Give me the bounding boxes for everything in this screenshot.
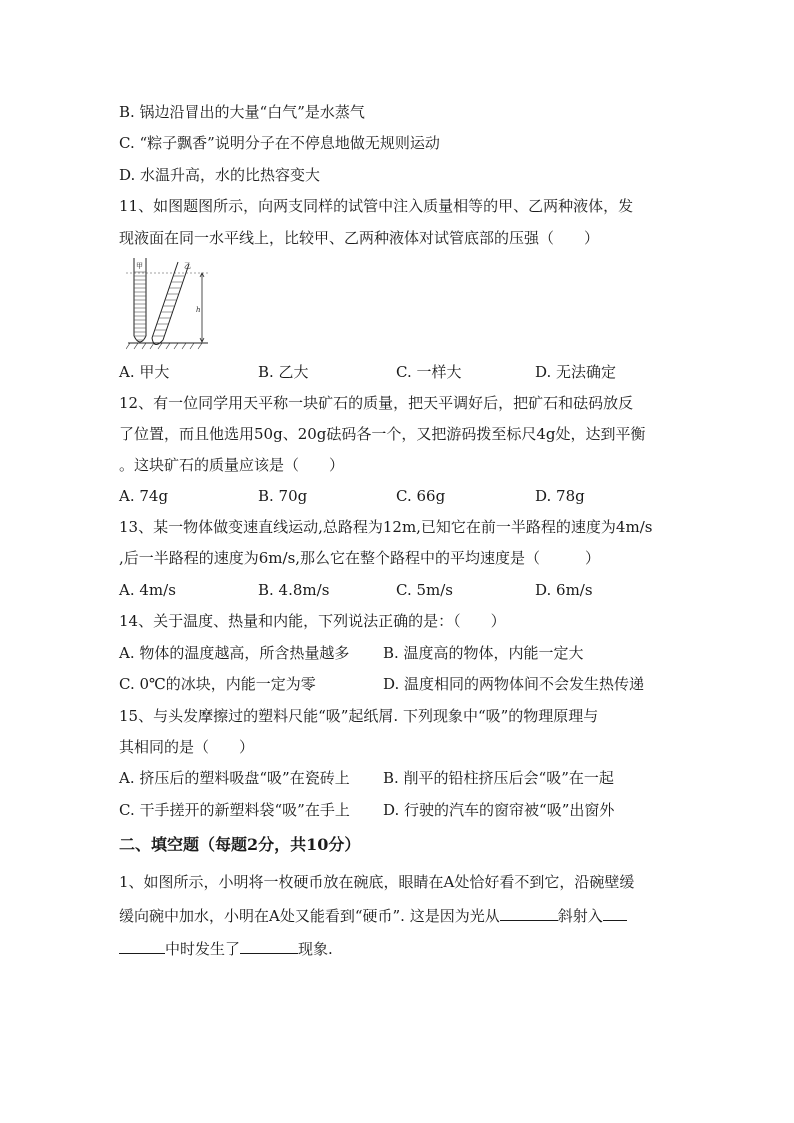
q13-option-a: A. 4m/s [119,581,176,599]
label-yi: 乙 [184,262,191,270]
ground-hatch [126,343,202,349]
q11-option-a: A. 甲大 [119,363,170,381]
q12-option-b: B. 70g [258,487,308,505]
q15-option-c: C. 干手搓开的新塑料袋“吸”在手上 [119,801,350,819]
q10-option-c: C. “粽子飘香”说明分子在不停息地做无规则运动 [119,134,440,152]
fill1-text-a: 缓向碗中加水，小明在A处又能看到“硬币”. 这是因为光从 [119,907,500,925]
q14-option-c: C. 0℃的冰块，内能一定为零 [119,675,316,693]
q15-option-d: D. 行驶的汽车的窗帘被“吸”出窗外 [383,801,615,819]
label-jia: 甲 [136,262,143,270]
q14-stem: 14、关于温度、热量和内能，下列说法正确的是：（ ） [119,612,506,630]
q15-option-a: A. 挤压后的塑料吸盘“吸”在瓷砖上 [119,769,350,787]
section-heading: 二、填空题（每题2分，共10分） [119,835,361,854]
fill1-stem-line3 [119,939,333,959]
test-tubes-figure [126,258,208,350]
answer-blank-2[interactable] [603,906,627,921]
label-h: h [196,306,201,314]
q13-option-c: C. 5m/s [396,581,453,599]
q13-option-d: D. 6m/s [535,581,593,599]
answer-blank-3[interactable] [240,939,298,954]
q10-option-b: B. 锅边沿冒出的大量“白气”是水蒸气 [119,103,365,121]
q12-option-a: A. 74g [119,487,169,505]
fill1-text-b: 斜射入 [557,907,603,925]
q14-option-a: A. 物体的温度越高，所含热量越多 [119,644,350,662]
q11-stem-line1: 11、如图题图所示，向两支同样的试管中注入质量相等的甲、乙两种液体，发 [119,197,634,215]
fill1-stem-line2 [119,906,627,926]
q13-option-b: B. 4.8m/s [258,581,330,599]
q12-stem-line2: 了位置，而且他选用50g、20g砝码各一个，又把游码拨至标尺4g处，达到平衡 [119,425,646,443]
liquid-right-hatch [153,276,184,336]
liquid-left-hatch [134,272,146,340]
q14-option-b: B. 温度高的物体，内能一定大 [383,644,584,662]
fill1-text-d: 现象. [298,940,333,958]
tube-right-inner [163,264,189,340]
fill1-stem-line1: 1、如图所示，小明将一枚硬币放在碗底，眼睛在A处恰好看不到它，沿碗壁缓 [119,873,635,891]
fill1-text-c: 中时发生了 [165,940,241,958]
answer-blank-2-cont[interactable] [119,939,165,954]
q13-stem-line2: ,后一半路程的速度为6m/s,那么它在整个路程中的平均速度是（ ） [119,549,601,567]
q12-option-c: C. 66g [396,487,446,505]
q11-stem-line2: 现液面在同一水平线上，比较甲、乙两种液体对试管底部的压强（ ） [119,229,600,247]
q12-option-d: D. 78g [535,487,585,505]
tube-left-bottom [134,336,146,342]
q10-option-d: D. 水温升高，水的比热容变大 [119,166,321,184]
q15-stem-line2: 其相同的是（ ） [119,738,255,756]
answer-blank-1[interactable] [500,906,558,921]
q11-option-d: D. 无法确定 [535,363,617,381]
q14-option-d: D. 温度相同的两物体间不会发生热传递 [383,675,645,693]
q15-stem-line1: 15、与头发摩擦过的塑料尺能“吸”起纸屑. 下列现象中“吸”的物理原理与 [119,707,599,725]
q12-stem-line1: 12、有一位同学用天平称一块矿石的质量，把天平调好后，把矿石和砝码放反 [119,394,634,412]
q13-stem-line1: 13、某一物体做变速直线运动,总路程为12m,已知它在前一半路程的速度为4m/s [119,518,653,536]
q11-option-c: C. 一样大 [396,363,462,381]
q15-option-b: B. 削平的铅柱挤压后会“吸”在一起 [383,769,614,787]
q11-option-b: B. 乙大 [258,363,309,381]
q12-stem-line3: 。这块矿石的质量应该是（ ） [119,456,345,474]
